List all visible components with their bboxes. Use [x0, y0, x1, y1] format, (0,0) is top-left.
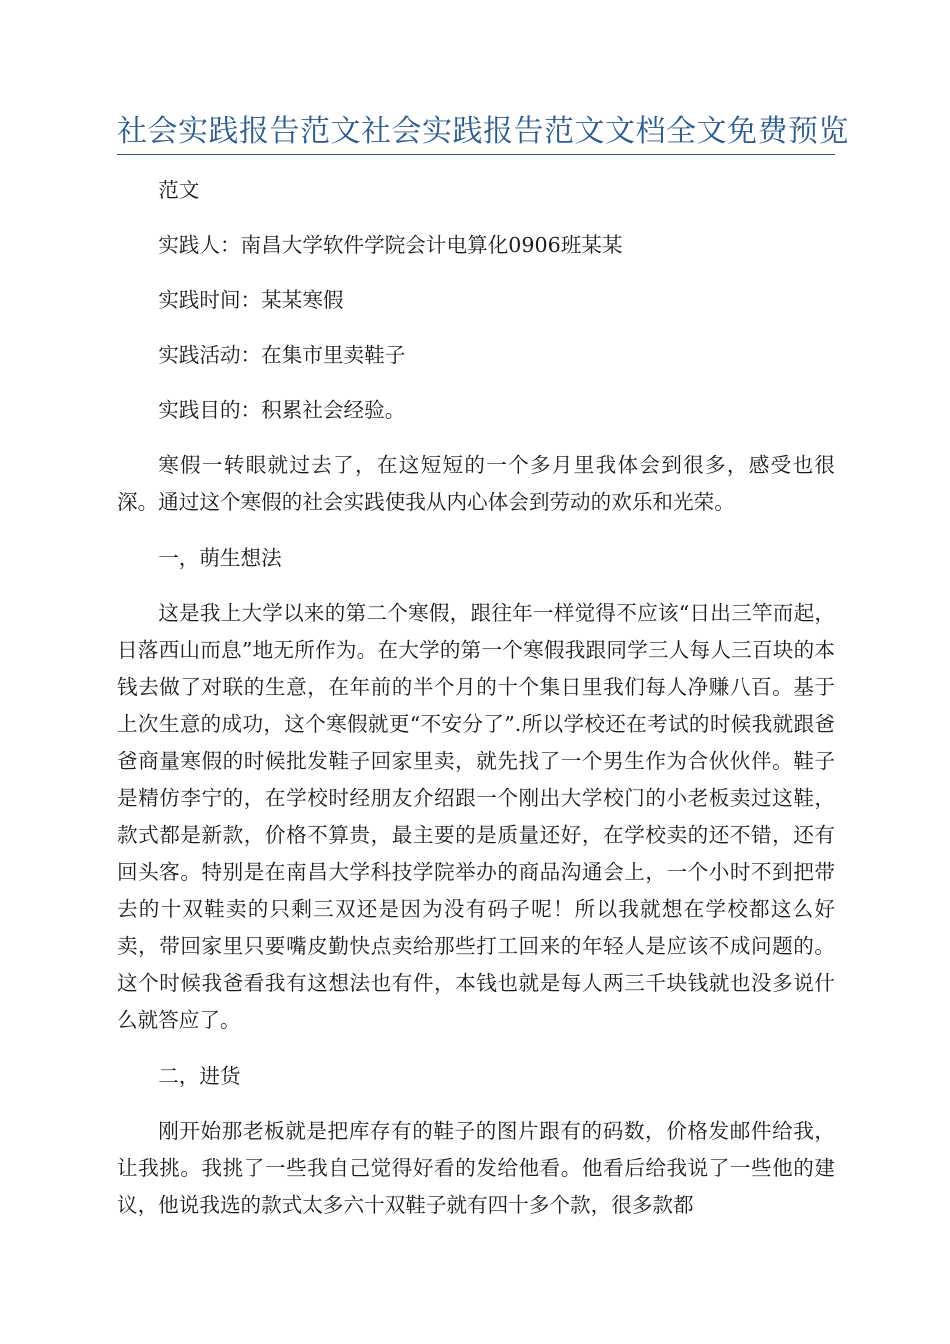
title-underline	[117, 154, 835, 155]
section-heading-stock: 二，进货	[158, 1064, 241, 1088]
paragraph-intro: 寒假一转眼就过去了，在这短短的一个多月里我体会到很多，感受也很深。通过这个寒假的社会实践使我从内心体会到劳动的欢乐和光荣。	[117, 453, 835, 514]
document-title: 社会实践报告范文社会实践报告范文文档全文免费预览	[117, 114, 849, 149]
paragraph-practice-time: 实践时间：某某寒假	[158, 288, 344, 312]
paragraph-stock-body: 刚开始那老板就是把库存有的鞋子的图片跟有的码数，价格发邮件给我，让我挑。我挑了一些我自己觉得好看的发给他看。他看后给我说了一些他的建议，他说我选的款式太多六十双鞋子就有四十多个款，很多款都	[117, 1119, 835, 1217]
paragraph-practice-goal: 实践目的：积累社会经验。	[158, 398, 406, 422]
paragraph-practitioner: 实践人：南昌大学软件学院会计电算化0906班某某	[158, 233, 623, 257]
section-heading-idea: 一，萌生想法	[158, 546, 282, 570]
paragraph-practice-activity: 实践活动：在集市里卖鞋子	[158, 343, 406, 367]
document-body	[117, 172, 835, 1243]
paragraph-fanwen: 范文	[158, 178, 200, 202]
paragraph-idea-body: 这是我上大学以来的第二个寒假，跟往年一样觉得不应该“日出三竿而起，日落西山而息”地无所作为。在大学的第一个寒假我跟同学三人每人三百块的本钱去做了对联的生意，在年前的半个月的十个集日里我们每人净赚八百。基于上次生意的成功，这个寒假就更“不安分了”.所以学校还在考试的时候我就跟爸爸商量寒假的时候批发鞋子回家里卖，就先找了一个男生作为合伙伙伴。鞋子是精仿李宁的，在学校时经朋友介绍跟一个刚出大学校门的小老板卖过这鞋，款式都是新款，价格不算贵，最主要的是质量还好，在学校卖的还不错，还有回头客。特别是在南昌大学科技学院举办的商品沟通会上，一个小时不到把带去的十双鞋卖的只剩三双还是因为没有码子呢！所以我就想在学校都这么好卖，带回家里只要嘴皮勤快点卖给那些打工回来的年轻人是应该不成问题的。这个时候我爸看我有这想法也有件，本钱也就是每人两三千块钱就也没多说什么就答应了。	[117, 601, 835, 1032]
